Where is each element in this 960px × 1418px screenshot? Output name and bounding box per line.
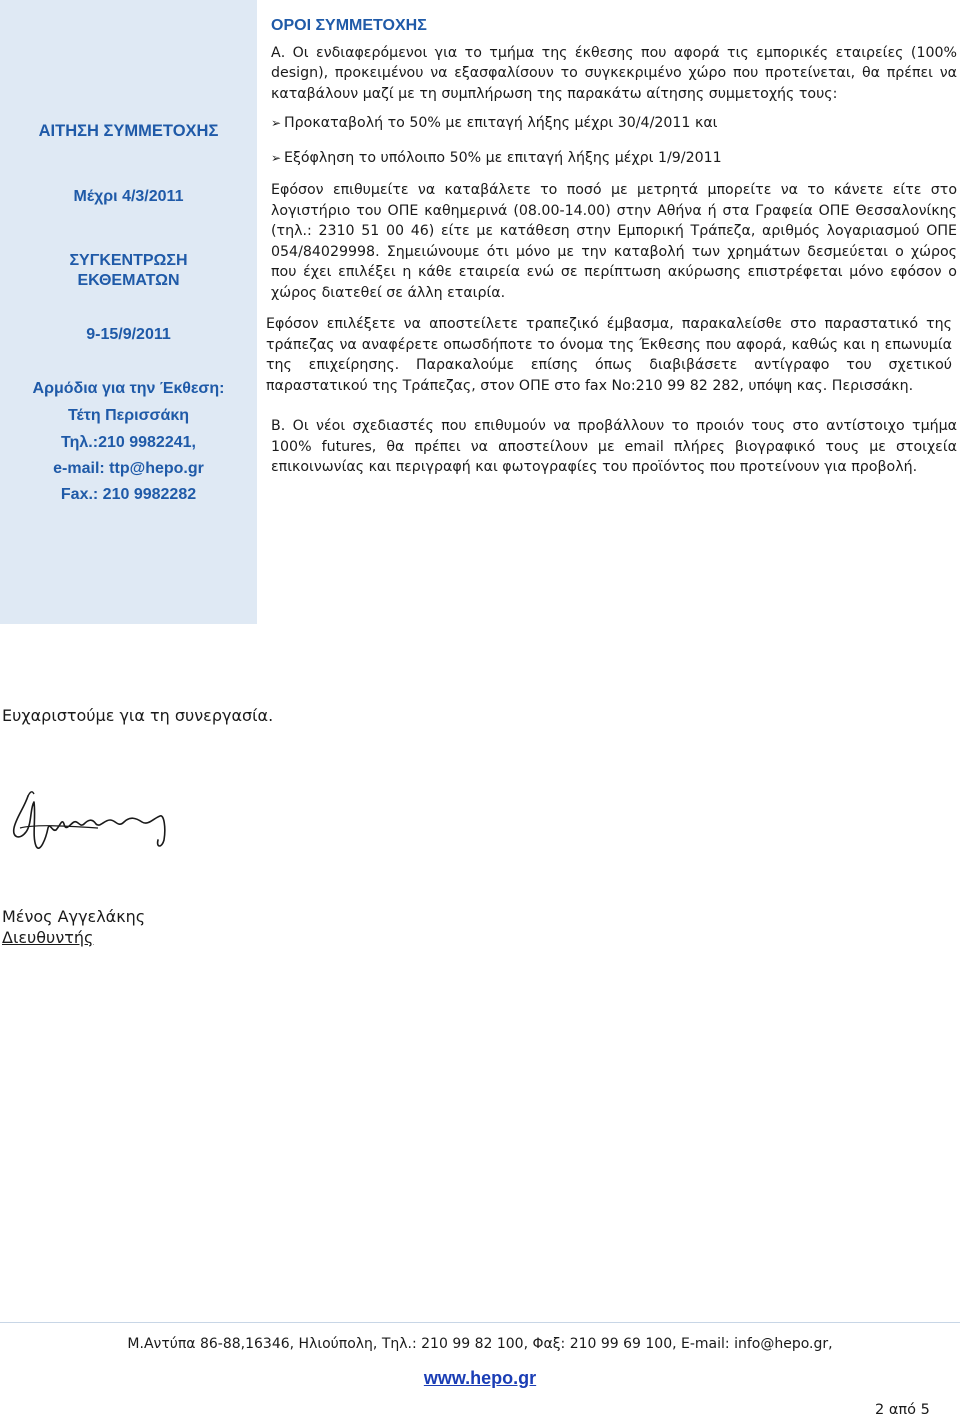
thanks-text: Ευχαριστούμε για τη συνεργασία. (2, 706, 274, 725)
paragraph-payment: Εφόσον επιθυμείτε να καταβάλετε το ποσό με μετρητά μπορείτε να το κάνετε είτε στο λογιστήριο του ΟΠΕ καθημερινά (08.00-14.00) στην Αθήνα ή στα Γραφεία ΟΠΕ Θεσσαλονίκης (τηλ.: 2310 51 00 46) είτε με κατάθεση στην Εμπορική Τράπεζα, αριθμός λογαριασμού ΟΠΕ 054/84029998. Σημειώνουμε ότι μόνο με την καταβολή των χρημάτων δεσμεύεται ο χώρος που έχει επιλέξει η κάθε εταιρεία ενώ σε περίπτωση ακύρωσης επιστρέφεται μόνο εφόσον ο χώρος διατεθεί σε άλλη εταιρία. (271, 182, 957, 301)
page-number: 2 από 5 (875, 1402, 930, 1418)
signer-name: Μένος Αγγελάκης (2, 907, 146, 926)
application-title: ΑΙΤΗΣΗ ΣΥΜΜΕΤΟΧΗΣ (38, 122, 219, 140)
contact-fax: Fax.: 210 9982282 (60, 486, 197, 503)
website-link[interactable]: www.hepo.gr (423, 1368, 537, 1388)
info-sidebar (0, 0, 257, 624)
event-name-line2: ΕΚΘΕΜΑΤΩΝ (77, 272, 180, 289)
terms-section (266, 14, 957, 478)
contact-phone: Τηλ.:210 9982241, (61, 434, 196, 451)
paragraph-a: Α. Οι ενδιαφερόμενοι για το τμήμα της έκθεσης που αφορά τις εμπορικές εταιρείες (100% design), προκειμένου να εξασφαλίσουν το συγκεκριμένο χώρο που προτείνεται, θα πρέπει να καταβάλουν μαζί με τη συμπλήρωση της παρακάτω αίτησης συμμετοχής τους: (271, 44, 957, 102)
arrow-bullet-icon: ➢ (271, 150, 282, 165)
contact-label: Αρμόδια για την Έκθεση: (32, 380, 225, 397)
contact-name: Τέτη Περισσάκη (67, 407, 190, 424)
footer-divider (0, 1322, 960, 1323)
paragraph-b: Β. Οι νέοι σχεδιαστές που επιθυμούν να προβάλλουν το προιόν τους στο αντίστοιχο τμήμα 100% futures, θα πρέπει να αποστείλουν με email πλήρες βιογραφικό τους με στοιχεία επικοινωνίας και περιγραφή και φωτογραφίες του προϊόντος που προτείνουν για προβολή. (271, 418, 957, 475)
footer-address: Μ.Αντύπα 86-88,16346, Ηλιούπολη, Τηλ.: 210 99 82 100, Φαξ: 210 99 69 100, E-mail: info@hepo.gr, (127, 1336, 833, 1352)
paragraph-bank-transfer: Εφόσον επιλέξετε να αποστείλετε τραπεζικό έμβασμα, παρακαλείσθε στο παραστατικό της τράπεζας να αναφέρετε οπωσδήποτε το όνομα της Έκθεσης που αφορά, καθώς και η επωνυμία της επιχείρησης. Παρακαλούμε επίσης όπως διαβιβάσετε αντίγραφο του σχετικού παραστατικού της Τράπεζας, στον ΟΠΕ στο fax Νο:210 99 82 282, υπόψη κας. Περισσάκη. (266, 316, 952, 394)
arrow-bullet-icon: ➢ (271, 116, 282, 130)
signer-block (2, 906, 145, 948)
sidebar-content (0, 121, 257, 505)
bullet-item-deposit (271, 113, 957, 134)
event-dates: 9-15/9/2011 (86, 326, 171, 343)
contact-email: e-mail: ttp@hepo.gr (53, 460, 204, 477)
terms-heading: ΟΡΟΙ ΣΥΜΜΕΤΟΧΗΣ (271, 17, 427, 34)
signer-title: Διευθυντής (2, 928, 94, 947)
event-name-line1: ΣΥΓΚΕΝΤΡΩΣΗ (69, 252, 188, 269)
signature-image (6, 788, 174, 858)
bullet-text-deposit: Προκαταβολή το 50% με επιταγή λήξης μέχρι 30/4/2011 και (284, 115, 718, 131)
bullet-text-balance: Εξόφληση το υπόλοιπο 50% με επιταγή λήξης μέχρι 1/9/2011 (284, 149, 722, 166)
deadline-text: Μέχρι 4/3/2011 (73, 188, 184, 205)
bullet-item-balance (271, 148, 957, 169)
